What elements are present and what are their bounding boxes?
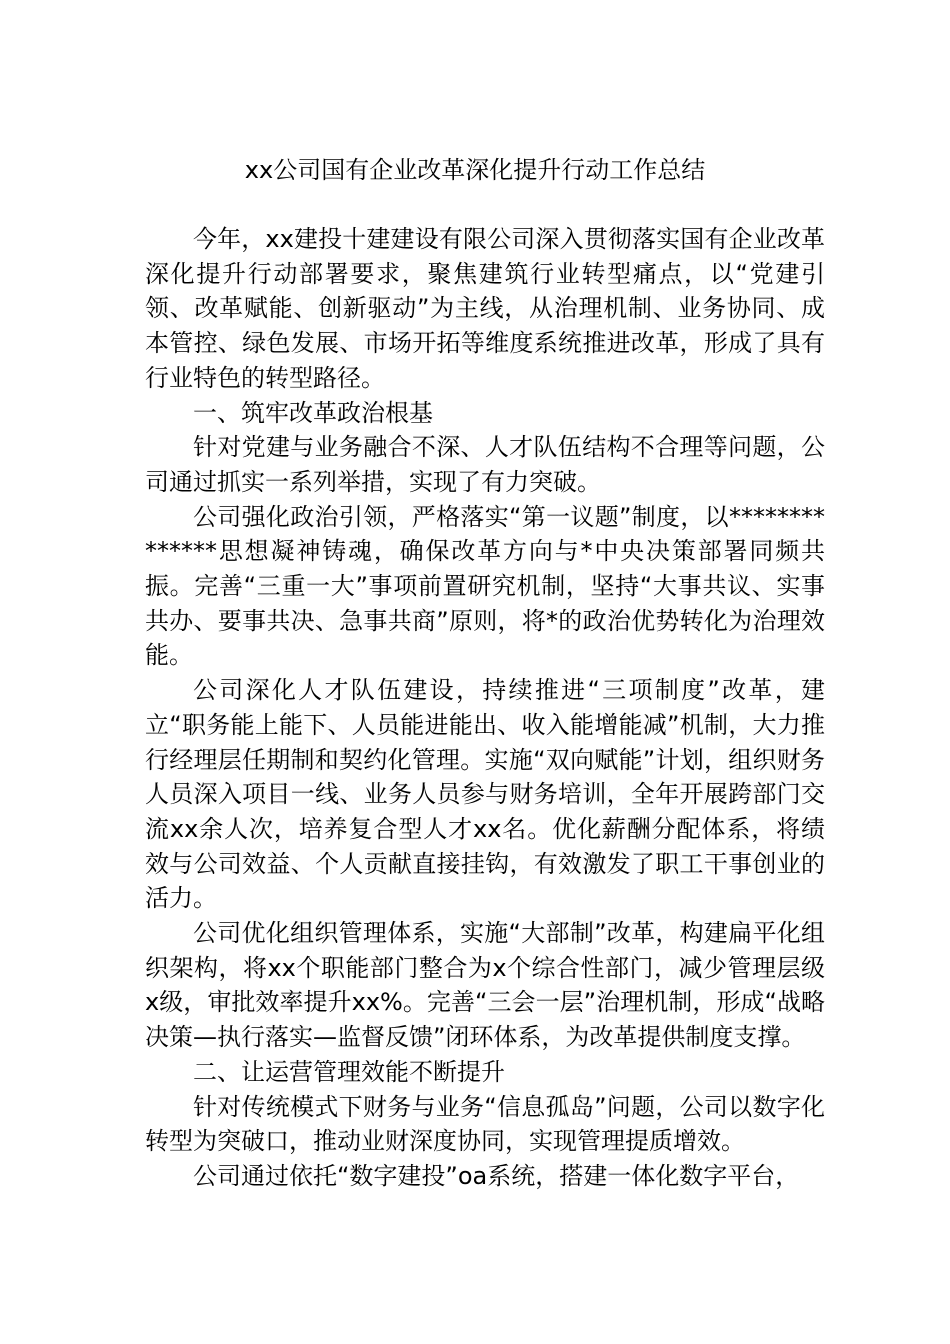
section-1-paragraph-3: 公司深化人才队伍建设，持续推进“三项制度”改革，建立“职务能上能下、人员能进能出、收入能增能减”机制，大力推行经理层任期制和契约化管理。实施“双向赋能”计划，组织财务人员深入项目一线、业务人员参与财务培训，全年开展跨部门交流xx余人次，培养复合型人才xx名。优化薪酬分配体系，将绩效与公司效益、个人贡献直接挂钩，有效激发了职工干事创业的活力。: [145, 676, 825, 913]
intro-paragraph: 今年，xx建投十建建设有限公司深入贯彻落实国有企业改革深化提升行动部署要求，聚焦建筑行业转型痛点，以“党建引领、改革赋能、创新驱动”为主线，从治理机制、业务协同、成本管控、绿色发展、市场开拓等维度系统推进改革，形成了具有行业特色的转型路径。: [145, 225, 825, 392]
document-title: xx公司国有企业改革深化提升行动工作总结: [244, 156, 706, 184]
section-heading-2: 二、让运营管理效能不断提升: [193, 1057, 505, 1086]
section-2-paragraph-1: 针对传统模式下财务与业务“信息孤岛”问题，公司以数字化转型为突破口，推动业财深度协同，实现管理提质增效。: [145, 1092, 825, 1156]
section-1-paragraph-1: 针对党建与业务融合不深、人才队伍结构不合理等问题，公司通过抓实一系列举措，实现了有力突破。: [145, 433, 825, 496]
section-2-paragraph-2: 公司通过依托“数字建投”oa系统，搭建一体化数字平台，: [193, 1161, 800, 1190]
document-body: [145, 222, 825, 1194]
section-1-paragraph-4: 公司优化组织管理体系，实施“大部制”改革，构建扁平化组织架构，将xx个职能部门整合为x个综合性部门，减少管理层级x级，审批效率提升xx%。完善“三会一层”治理机制，形成“战略决策—执行落实—监督反馈”闭环体系，为改革提供制度支撑。: [145, 919, 825, 1052]
section-heading-1: 一、筑牢改革政治根基: [193, 398, 433, 427]
section-1-paragraph-2: 公司强化政治引领，严格落实“第一议题”制度，以**************思想凝神铸魂，确保改革方向与*中央决策部署同频共振。完善“三重一大”事项前置研究机制，坚持“大事共议、实事共办、要事共决、急事共商”原则，将*的政治优势转化为治理效能。: [145, 502, 825, 670]
